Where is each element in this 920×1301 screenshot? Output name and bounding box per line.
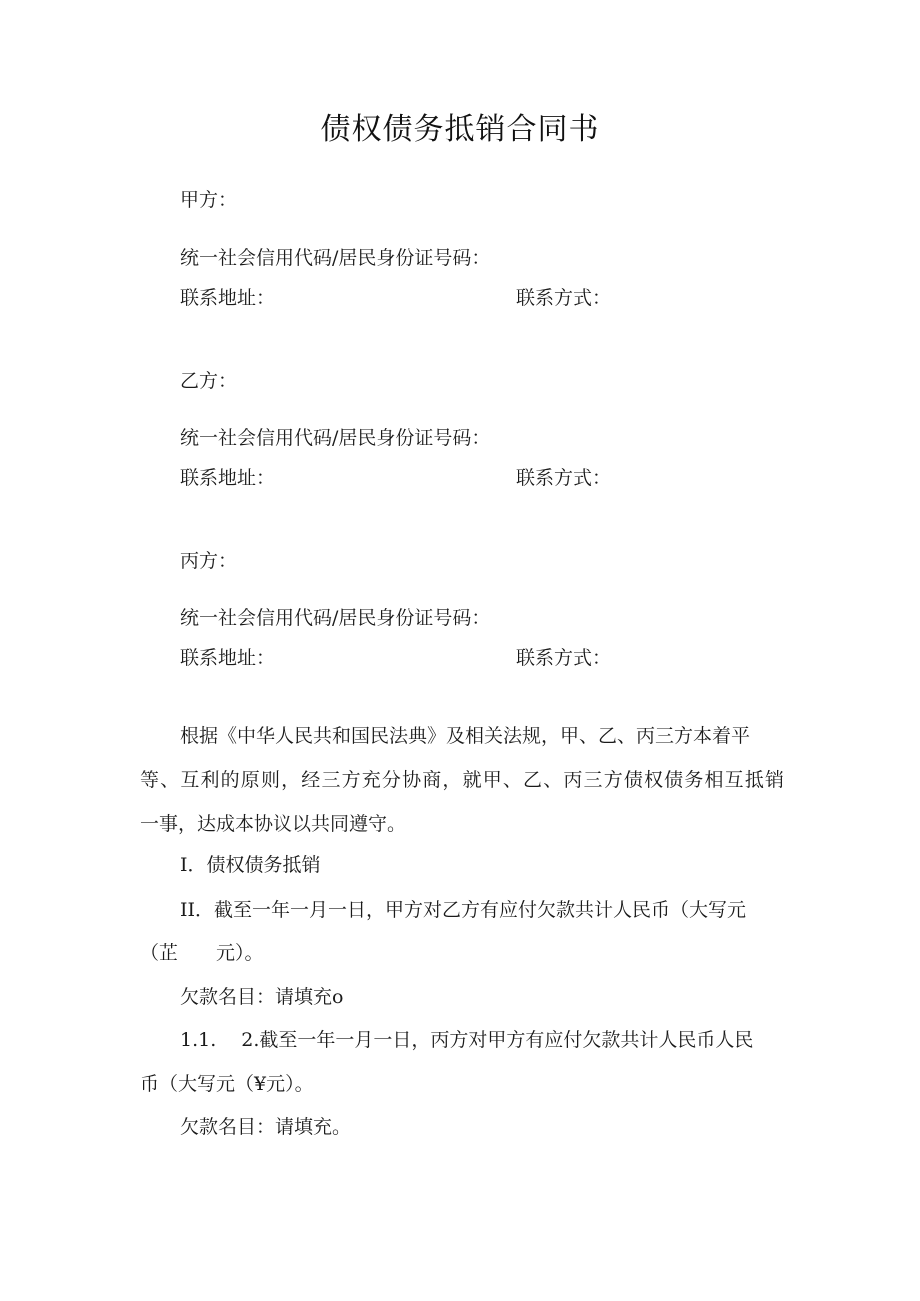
party-b-contact-label: 联系方式： — [516, 467, 612, 489]
clause-2-item: 欠款名目：请填充。 — [180, 1116, 352, 1138]
party-a-contact-label: 联系方式： — [516, 287, 612, 309]
clause-1-item: 欠款名目：请填充o — [180, 986, 344, 1008]
party-c-id-label: 统一社会信用代码/居民身份证号码： — [180, 607, 491, 629]
clause-1-line-2: （芷 元）。 — [140, 942, 264, 964]
party-b-id-label: 统一社会信用代码/居民身份证号码： — [180, 427, 491, 449]
party-a-address-label: 联系地址： — [180, 287, 276, 309]
clause-2-line-1: 1.1. 2.截至一年一月一日，丙方对甲方有应付欠款共计人民币人民 — [180, 1029, 754, 1051]
clause-1-line-1: II．截至一年一月一日，甲方对乙方有应付欠款共计人民币（大写元 — [180, 899, 747, 921]
document-title: 债权债务抵销合同书 — [320, 112, 600, 147]
party-c-address-label: 联系地址： — [180, 647, 276, 669]
party-b-address-label: 联系地址： — [180, 467, 276, 489]
preamble-line-1: 根据《中华人民共和国民法典》及相关法规，甲、乙、丙三方本着平 — [180, 725, 751, 747]
clause-2-line-2: 币（大写元（¥元）。 — [140, 1073, 314, 1095]
section-heading: I．债权债务抵销 — [180, 854, 321, 876]
party-c-label: 丙方： — [180, 550, 238, 572]
party-a-id-label: 统一社会信用代码/居民身份证号码： — [180, 247, 491, 269]
party-b-label: 乙方： — [180, 370, 238, 392]
preamble-line-2: 等、互利的原则，经三方充分协商，就甲、乙、丙三方债权债务相互抵销 — [140, 769, 784, 791]
party-a-label: 甲方： — [180, 189, 238, 211]
preamble-line-3: 一事，达成本协议以共同遵守。 — [140, 813, 407, 835]
party-c-contact-label: 联系方式： — [516, 647, 612, 669]
